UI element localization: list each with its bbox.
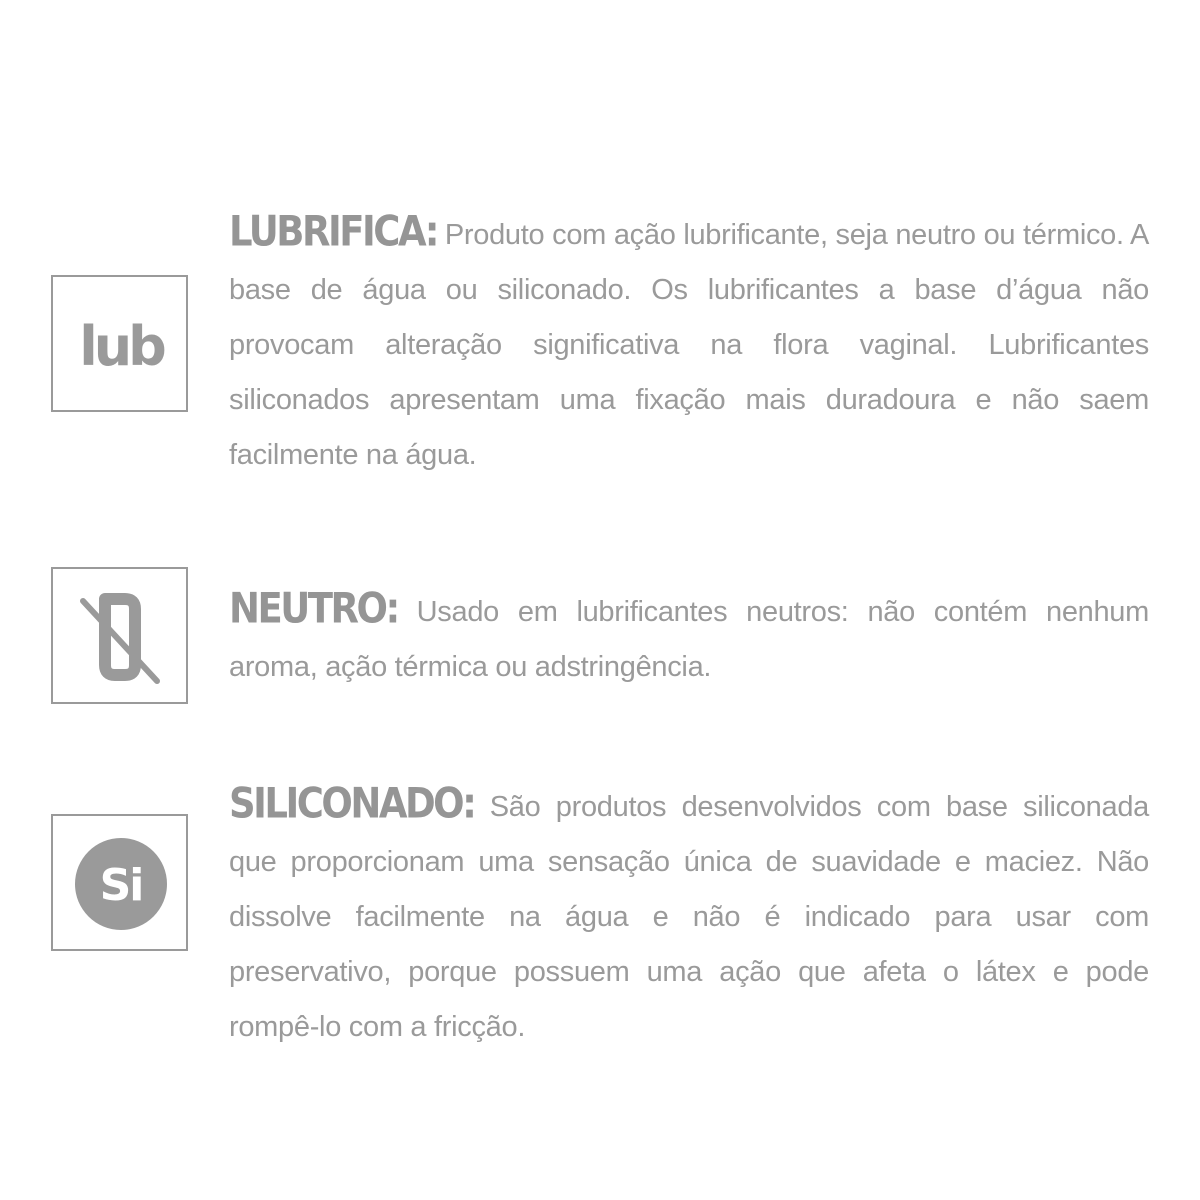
no-aroma-icon xyxy=(51,567,188,704)
silicone-icon xyxy=(51,814,188,951)
feature-term: SILICONADO: xyxy=(229,779,475,828)
lub-icon-graphic xyxy=(53,277,190,414)
feature-term: NEUTRO: xyxy=(229,584,398,633)
feature-text: São produtos desenvolvidos com base siliconada que proporcionam uma sensação única de suavidade e maciez. Não dissolve facilmente na água e não é indicado para usar com preservativo, porque possuem uma ação que afeta o látex e pode rompê-lo com a fricção. xyxy=(229,791,1149,1043)
lub-icon-label: lub xyxy=(79,315,163,378)
feature-description xyxy=(229,780,1149,1055)
silicone-icon-label: Si xyxy=(99,860,143,911)
feature-term: LUBRIFICA: xyxy=(229,207,438,256)
feature-text: Produto com ação lubrificante, seja neutro ou térmico. A base de água ou siliconado. Os lubrificantes a base d’água não provocam alteração significativa na flora vaginal. Lubrificantes siliconados apresentam uma fixação mais duradoura e não saem facilmente na água. xyxy=(229,219,1149,471)
silicone-icon-graphic xyxy=(53,816,190,953)
feature-text: Usado em lubrificantes neutros: não contém nenhum aroma, ação térmica ou adstringência. xyxy=(229,596,1149,683)
feature-description xyxy=(229,208,1149,483)
feature-description xyxy=(229,585,1149,695)
lub-icon xyxy=(51,275,188,412)
no-aroma-icon-graphic xyxy=(53,569,190,706)
